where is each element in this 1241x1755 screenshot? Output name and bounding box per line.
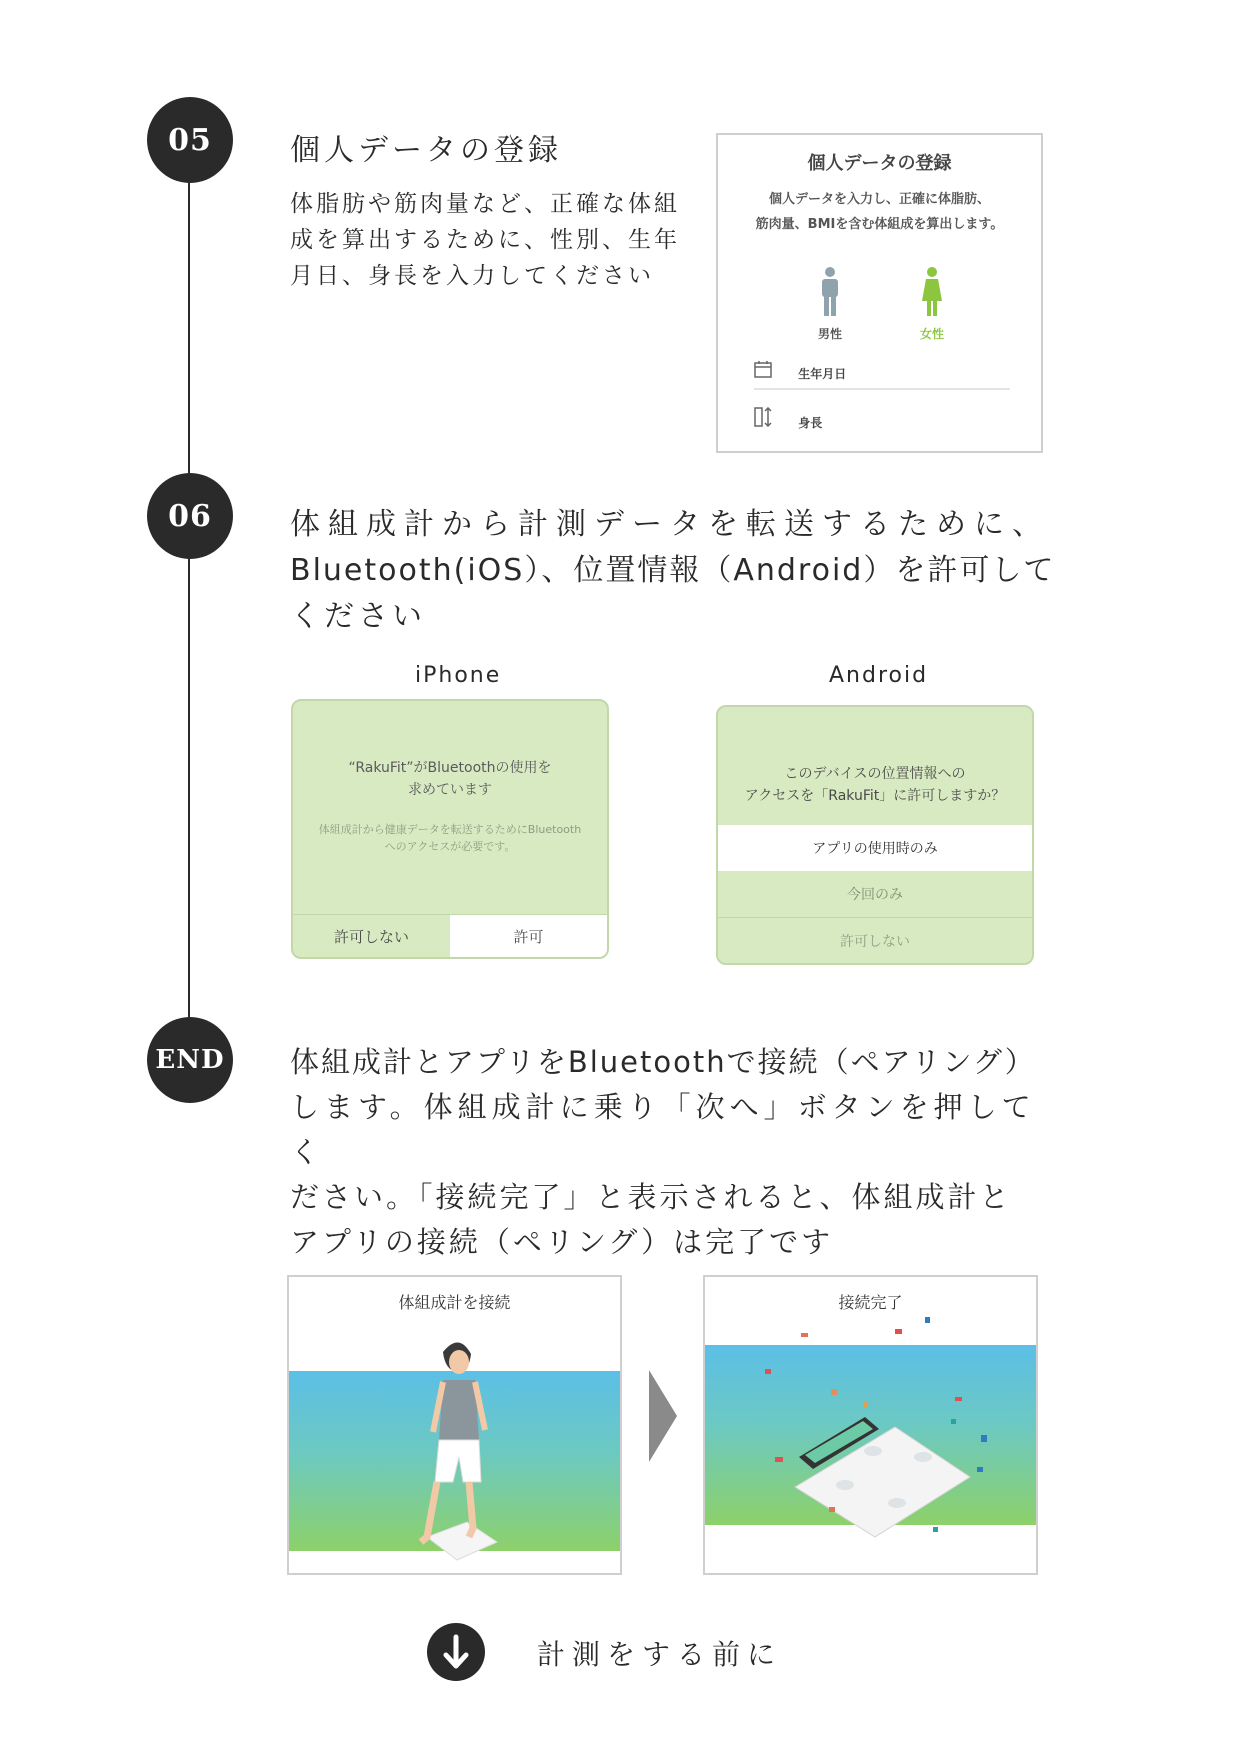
female-icon[interactable] (920, 267, 944, 317)
timeline-line (188, 180, 190, 1050)
male-label: 男性 (817, 327, 842, 341)
allow-button[interactable]: 許可 (450, 915, 607, 957)
calendar-icon (754, 360, 778, 381)
height-icon (754, 407, 778, 430)
android-dialog-message: このデバイスの位置情報への アクセスを「RakuFit」に許可しますか？ (744, 766, 1006, 804)
iphone-permission-dialog (291, 699, 609, 959)
phone-and-scale-with-confetti-illustration (755, 1317, 1015, 1557)
next-section-label[interactable]: 計測をする前に (537, 1638, 783, 1671)
birthday-row[interactable] (754, 360, 1010, 390)
end-description: 体組成計とアプリをBluetoothで接続（ペアリング） します。体組成計に乗り「次へ」ボタンを押してく ださい。「接続完了」と表示されると、体組成計と アプリの接続（ペリング）は完了です (290, 1045, 1036, 1259)
birthday-label: 生年月日 (798, 367, 847, 381)
iphone-dialog-message: “RakuFit”がBluetoothの使用を 求めています (348, 760, 552, 798)
card-description: 個人データを入力し、正確に体脂肪、 筋肉量、BMIを含む体組成を算出します。 (755, 192, 1004, 232)
iphone-label: iPhone (415, 663, 502, 688)
step05-description: 体脂肪や筋肉量など、正確な体組 成を算出するために、性別、生年 月日、身長を入力してください (290, 191, 680, 289)
arrow-down-icon (427, 1623, 485, 1681)
step-end: END (147, 1017, 233, 1103)
iphone-dialog-subtext: 体組成計から健康データを転送するためにBluetooth へのアクセスが必要です。 (318, 823, 582, 853)
while-using-app-option[interactable]: アプリの使用時のみ (718, 825, 1032, 871)
height-row[interactable] (754, 407, 1010, 431)
connect-scale-title: 体組成計を接続 (398, 1293, 511, 1312)
next-section-button[interactable] (427, 1623, 485, 1681)
male-icon[interactable] (818, 267, 842, 317)
connection-complete-title: 接続完了 (838, 1293, 903, 1312)
step-number-06: 06 (147, 473, 233, 559)
android-label: Android (829, 663, 929, 688)
step-number-05: 05 (147, 97, 233, 183)
woman-stepping-on-scale-illustration (399, 1332, 519, 1572)
connection-complete-screenshot (703, 1275, 1038, 1575)
android-permission-dialog (716, 705, 1034, 965)
connect-scale-screenshot (287, 1275, 622, 1575)
step05-title: 個人データの登録 (290, 133, 562, 168)
only-this-time-option[interactable]: 今回のみ (718, 871, 1032, 918)
step06-title: 体組成計から計測データを転送するために、 Bluetooth(iOS）、位置情報（Android）を許可して ください (290, 507, 1056, 634)
personal-data-screenshot (716, 133, 1043, 453)
deny-button[interactable]: 許可しない (333, 927, 409, 946)
iphone-dialog-buttons (293, 914, 607, 957)
android-deny-option[interactable]: 許可しない (840, 934, 910, 950)
female-label: 女性 (919, 327, 944, 341)
card-title: 個人データの登録 (807, 153, 952, 174)
height-label: 身長 (798, 416, 823, 430)
arrow-right-icon (649, 1370, 677, 1462)
